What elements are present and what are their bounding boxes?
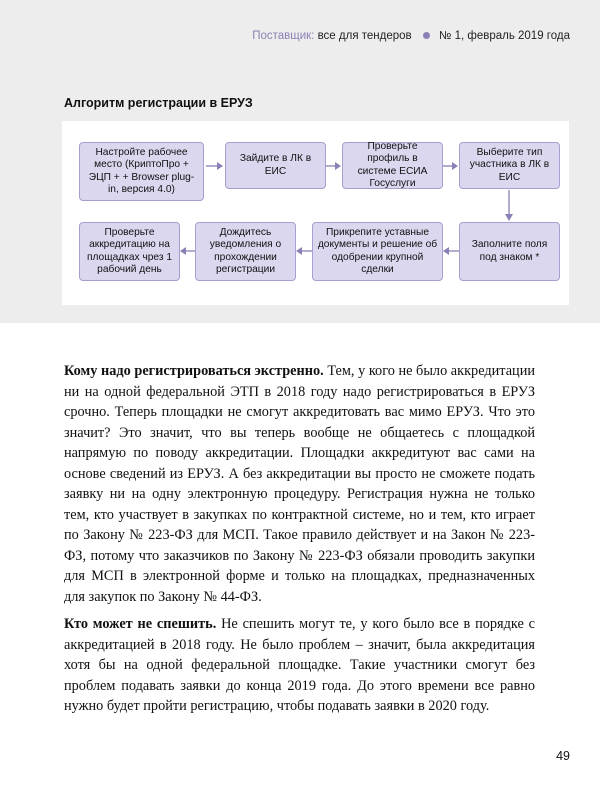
paragraph-urgent bbox=[64, 361, 535, 607]
paragraph-no-hurry bbox=[64, 614, 535, 717]
step-box-1 bbox=[79, 142, 204, 201]
header-issue: № 1, февраль 2019 года bbox=[439, 30, 570, 42]
step-box-4 bbox=[459, 142, 560, 189]
step-box-2 bbox=[225, 142, 326, 189]
step-label-3: Проверьте профиль в системе ЕСИА Госуслуги bbox=[357, 140, 428, 189]
arrow-right-icon bbox=[326, 161, 342, 171]
step-box-6 bbox=[312, 222, 443, 281]
step-label-4: Выберите тип участника в ЛК в ЕИС bbox=[469, 146, 550, 183]
step-label-8: Проверьте аккредитацию на площадках чрез 1 рабочий день bbox=[86, 226, 173, 275]
step-label-6: Прикрепите уставные документы и решение об одобрении крупной сделки bbox=[317, 226, 438, 275]
step-box-5 bbox=[459, 222, 560, 281]
step-label-5: Заполните поля под знаком * bbox=[471, 239, 548, 263]
flowchart bbox=[62, 121, 569, 305]
step-label-1: Настройте рабочее место (КриптоПро + ЭЦП + + Browser plug-in, версия 4.0) bbox=[88, 146, 195, 195]
arrow-left-icon bbox=[443, 246, 459, 256]
running-header bbox=[252, 30, 570, 42]
header-label: Поставщик: bbox=[252, 30, 315, 42]
arrow-right-icon bbox=[206, 161, 224, 171]
step-label-7: Дождитесь уведомления о прохождении регистрации bbox=[209, 226, 282, 275]
paragraph-no-hurry-lead: Кто может не спешить. bbox=[64, 616, 217, 632]
arrow-down-icon bbox=[504, 190, 514, 222]
page-number: 49 bbox=[556, 749, 570, 763]
diagram-title: Алгоритм регистрации в ЕРУЗ bbox=[64, 96, 253, 110]
paragraph-urgent-text: Тем, у кого не было аккредитации ни на одной федеральной ЭТП в 2018 году надо регистрироваться в ЕРУЗ срочно. Теперь площадки не смогут аккредитовать вас мимо ЕРУЗ. Что это значит? Это значит, что вы теперь вообще не общаетесь с площадкой напрямую по поводу аккредитации. Площадки аккредитуют вас сами на основе сведений из ЕРУЗ. А без аккредитации вы просто не сможете подать заявку ни на одну электронную процедуру. Регистрация нужна не только тем, кто участвует в закупках по контрактной системе, но и тем, кто играет по Закону № 223-ФЗ для МСП. Такое правило действует и на Закон № 223-ФЗ, потому что заказчиков по Закону № 223-ФЗ обязали проводить закупки для МСП в электронной форме и только на площадках, предназначенных для закупок по Закону № 44-ФЗ. bbox=[64, 363, 535, 605]
arrow-left-icon bbox=[180, 246, 195, 256]
step-label-2: Зайдите в ЛК в ЕИС bbox=[239, 153, 312, 177]
step-box-8 bbox=[79, 222, 180, 281]
bullet-dot-icon bbox=[423, 32, 430, 39]
arrow-left-icon bbox=[296, 246, 312, 256]
paragraph-urgent-lead: Кому надо регистрироваться экстренно. bbox=[64, 363, 324, 379]
arrow-right-icon bbox=[443, 161, 459, 171]
paragraph-no-hurry-text: Не спешить могут те, у кого было все в порядке с аккредитацией в 2018 году. Не было проблем – значит, была аккредитация хотя бы на одной федеральной площадке. Такие участники смогут без проблем подавать заявки до конца 2019 года. До этого времени все равно нужно будет пройти регистрацию, чтобы подавать заявки в 2020 году. bbox=[64, 616, 535, 714]
step-box-3 bbox=[342, 142, 443, 189]
step-box-7 bbox=[195, 222, 296, 281]
header-subtitle: все для тендеров bbox=[317, 30, 412, 42]
